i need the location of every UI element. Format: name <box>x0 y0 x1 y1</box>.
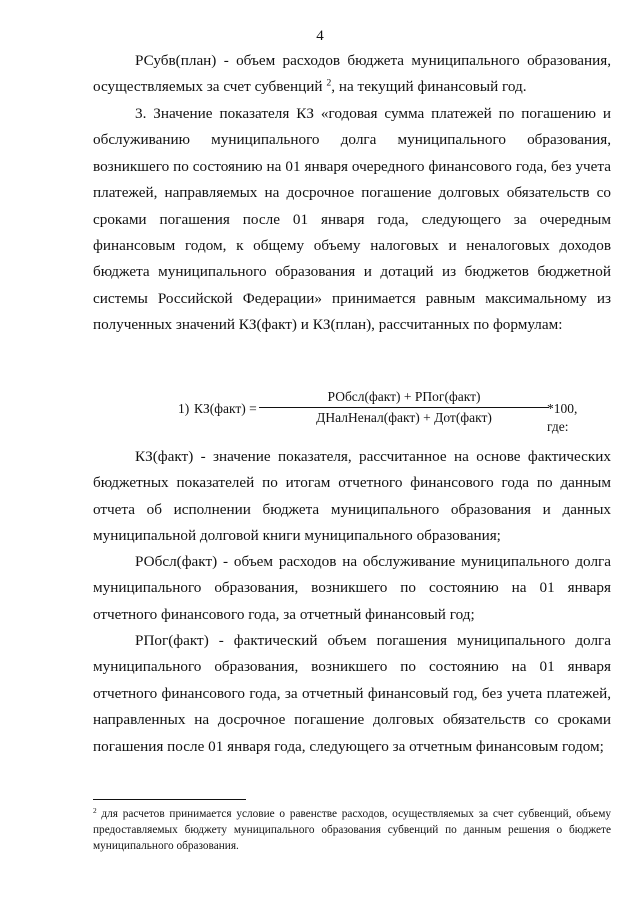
fraction-bar <box>259 407 549 408</box>
page-number: 4 <box>316 28 324 44</box>
formula-kz-fact <box>178 388 578 434</box>
formula-fraction <box>259 388 549 427</box>
paragraph-kz-fact: КЗ(факт) - значение показателя, рассчитанное на основе фактических бюджетных показателей по итогам отчетного финансового года по данным отчета об исполнении бюджета муниципального образования и данных муниципальной долговой книги муниципального образования; <box>93 448 611 545</box>
footnote-mark: 2 <box>93 805 97 815</box>
formula-lhs: КЗ(факт) = <box>194 401 257 416</box>
formula-denominator: ДНалНенал(факт) + Дот(факт) <box>316 410 492 425</box>
formula-tail: *100, где: <box>547 401 578 434</box>
footnote-ref: 2 <box>326 77 332 89</box>
paragraph-rsubv-text: РСубв(план) - объем расходов бюджета муниципального образования, осуществляемых за счет субвенций <box>93 52 611 96</box>
paragraph-kz-definition: 3. Значение показателя КЗ «годовая сумма платежей по погашению и обслуживанию муниципального долга муниципального образования, возникшего по состоянию на 01 января очередного финансового года, без учета платежей, направляемых на досрочное погашение долговых обязательств со сроками погашения после 01 января года, следующего за очередным финансовым годом, к общему объему налоговых и неналоговых доходов бюджета муниципального образования и дотаций из бюджетов бюджетной системы Российской Федерации» принимается равным максимальному из полученных значений КЗ(факт) и КЗ(план), рассчитанных по формулам: <box>93 105 611 334</box>
formula-numerator: РОбсл(факт) + РПог(факт) <box>327 389 481 404</box>
paragraph-rpog-fact: РПог(факт) - фактический объем погашения муниципального долга муниципального образования, возникшего по состоянию на 01 января отчетного финансового года, за отчетный финансовый год, без учета платежей, направленных на досрочное погашение долговых обязательств со сроками погашения после 01 января года, следующего за отчетным финансовым годом; <box>93 632 611 755</box>
formula-number: 1) <box>178 401 190 416</box>
footnote <box>93 806 611 854</box>
footnote-separator <box>93 799 246 800</box>
paragraph-robsl-fact: РОбсл(факт) - объем расходов на обслуживание муниципального долга муниципального образования, возникшего по состоянию на 01 января отчетного финансового года, за отчетный финансовый год; <box>93 553 611 623</box>
paragraph-rsubv-tail: , на текущий финансовый год. <box>331 78 527 96</box>
footnote-text: для расчетов принимается условие о равенстве расходов, осуществляемых за счет субвенций, объему предоставляемых бюджету муниципального образования субвенций по данным решения о бюджете муниципального образования. <box>93 808 611 852</box>
paragraph-rsubv <box>93 48 611 101</box>
